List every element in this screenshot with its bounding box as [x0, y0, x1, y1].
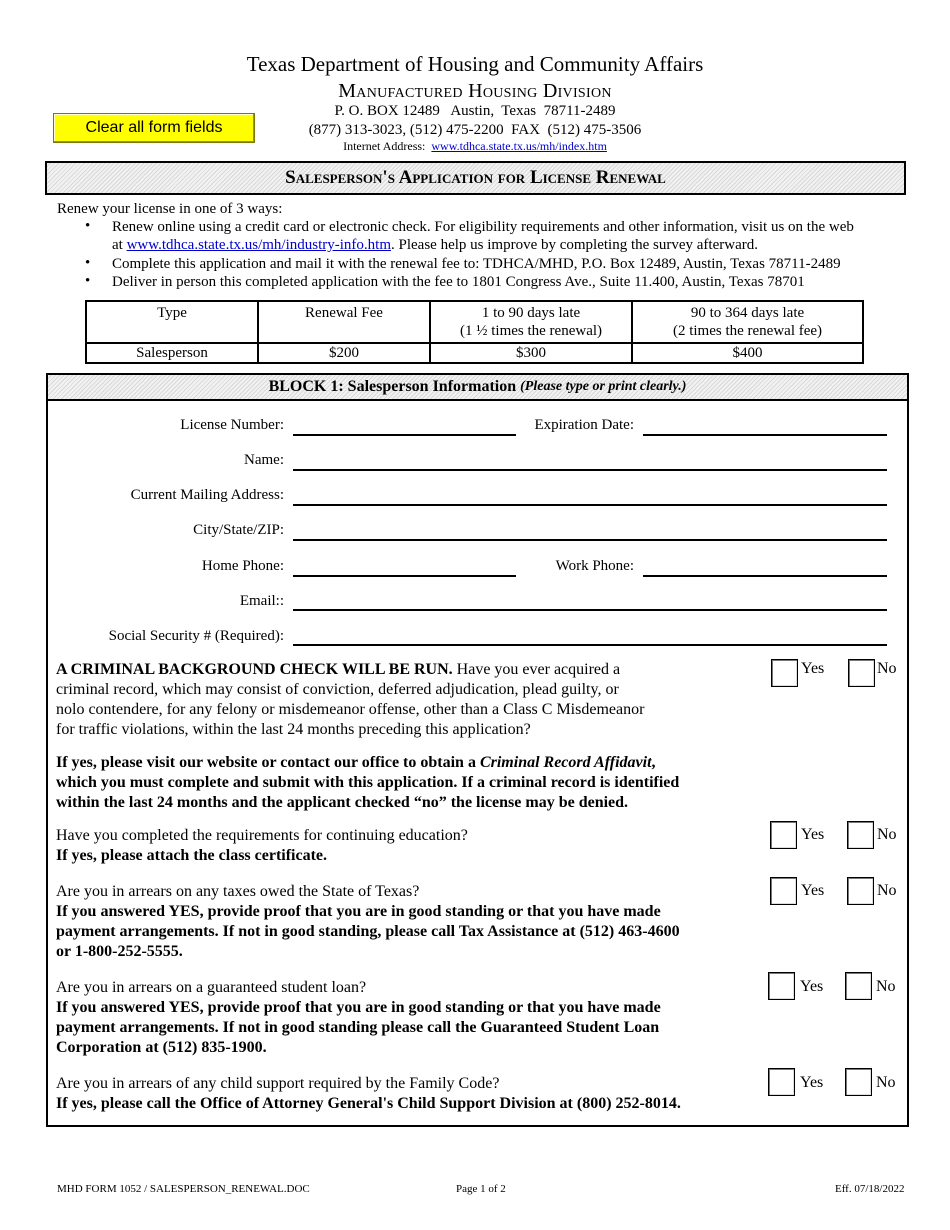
fee-header-late-90: 1 to 90 days late (1 ½ times the renewal): [430, 301, 632, 343]
name-field[interactable]: [293, 469, 887, 471]
mailing-address-field[interactable]: [293, 504, 887, 506]
loan-no-checkbox[interactable]: [845, 972, 872, 1000]
name-label: Name:: [244, 452, 284, 468]
bullet-online-post: . Please help us improve by completing the survey afterward.: [391, 237, 758, 253]
criminal-yes-checkbox[interactable]: [771, 659, 798, 687]
email-label: Email::: [239, 593, 284, 609]
bullet-mail: Complete this application and mail it with the renewal fee to: TDHCA/MHD, P.O. Box 12489, Austin, Texas 78711-2489: [112, 256, 841, 272]
fee-table-header-row: [86, 301, 863, 343]
affidavit-note: If yes, please visit our website or contact our office to obtain a Criminal Record Affidavit, which you must complete and submit with this application. If a criminal record is identified within the last 24 months and the applicant checked “no” the license may be denied.: [56, 754, 680, 811]
criminal-no-label: No: [877, 660, 897, 677]
intro-lead: Renew your license in one of 3 ways:: [57, 201, 283, 217]
bullet-online-line2: [112, 236, 758, 254]
bullet-icon: •: [85, 273, 91, 289]
bullet-online-line1: Renew online using a credit card or electronic check. For eligibility requirements and other information, visit us on the web: [112, 219, 854, 235]
work-phone-field[interactable]: [643, 575, 887, 577]
block1-note: (Please type or print clearly.): [520, 379, 687, 394]
child-yes-checkbox[interactable]: [768, 1068, 795, 1096]
fee-table: [85, 300, 864, 364]
loan-yes-label: Yes: [800, 978, 824, 995]
home-phone-label: Home Phone:: [201, 558, 284, 574]
internet-label: Internet Address:: [343, 139, 426, 153]
ce-yes-checkbox[interactable]: [770, 821, 797, 849]
work-phone-label: Work Phone:: [555, 558, 634, 574]
ssn-field[interactable]: [293, 644, 887, 646]
tax-question: Are you in arrears on any taxes owed the State of Texas? If you answered YES, provide proof that you are in good standing or that you have made payment arrangements. If not in good standing, please call Tax Assistance at (512) 463-4600 or 1-800-252-5555.: [56, 883, 680, 960]
ce-no-checkbox[interactable]: [847, 821, 874, 849]
fee-cell-type: Salesperson: [86, 343, 258, 363]
tax-yes-label: Yes: [801, 882, 825, 899]
ce-yes-label: Yes: [801, 826, 825, 843]
form-title: Salesperson's Application for License Renewal: [45, 161, 906, 195]
ssn-label: Social Security # (Required):: [108, 628, 284, 644]
phone-numbers: (877) 313-3023, (512) 475-2200 FAX (512) 475-3506: [308, 122, 642, 138]
child-no-label: No: [876, 1074, 896, 1091]
division-name: Manufactured Housing Division: [338, 80, 612, 102]
clear-form-button[interactable]: Clear all form fields: [53, 113, 255, 143]
home-phone-field[interactable]: [293, 575, 516, 577]
loan-no-label: No: [876, 978, 896, 995]
child-no-checkbox[interactable]: [845, 1068, 872, 1096]
criminal-question: A CRIMINAL BACKGROUND CHECK WILL BE RUN. Have you ever acquired a criminal record, which may consist of conviction, deferred adjudication, plead guilty, or nolo contendere, for any felony or misdemeanor offense, other than a Class C Misdemeanor for traffic violations, within the last 24 months preceding this application?: [56, 661, 645, 738]
bullet-online-pre: at: [112, 237, 127, 253]
fee-cell-renewal: $200: [258, 343, 430, 363]
license-number-label: License Number:: [180, 417, 284, 433]
mailing-address-label: Current Mailing Address:: [130, 487, 284, 503]
ce-no-label: No: [877, 826, 897, 843]
city-state-zip-label: City/State/ZIP:: [193, 522, 284, 538]
expiration-date-field[interactable]: [643, 434, 887, 436]
fee-cell-late-90: $300: [430, 343, 632, 363]
email-field[interactable]: [293, 609, 887, 611]
page-number: Page 1 of 2: [456, 1183, 506, 1195]
internet-link[interactable]: www.tdhca.state.tx.us/mh/index.htm: [431, 139, 607, 153]
criminal-yes-label: Yes: [801, 660, 825, 677]
industry-info-link[interactable]: www.tdhca.state.tx.us/mh/industry-info.htm: [126, 237, 391, 253]
license-number-field[interactable]: [293, 434, 516, 436]
block1-header: [48, 375, 907, 401]
effective-date: Eff. 07/18/2022: [835, 1183, 905, 1195]
bullet-icon: •: [85, 218, 91, 234]
block1-title: BLOCK 1: Salesperson Information: [268, 378, 517, 395]
loan-question: Are you in arrears on a guaranteed student loan? If you answered YES, provide proof that you are in good standing or that you have made payment arrangements. If not in good standing please call the Guaranteed Student Loan Corporation at (512) 835-1900.: [56, 979, 661, 1056]
tax-yes-checkbox[interactable]: [770, 877, 797, 905]
bullet-icon: •: [85, 255, 91, 271]
mailing-address: P. O. BOX 12489 Austin, Texas 78711-2489: [334, 103, 616, 119]
fee-cell-late-364: $400: [632, 343, 863, 363]
criminal-no-checkbox[interactable]: [848, 659, 875, 687]
fee-header-late-364: 90 to 364 days late (2 times the renewal fee): [632, 301, 863, 343]
ce-question: Have you completed the requirements for continuing education? If yes, please attach the class certificate.: [56, 827, 468, 864]
bullet-in-person: Deliver in person this completed application with the fee to 1801 Congress Ave., Suite 11.400, Austin, Texas 78701: [112, 274, 805, 290]
fee-table-row: [86, 343, 863, 363]
child-support-question: Are you in arrears of any child support required by the Family Code? If yes, please call the Office of Attorney General's Child Support Division at (800) 252-8014.: [56, 1075, 681, 1112]
agency-name: Texas Department of Housing and Community Affairs: [246, 52, 704, 76]
form-id: MHD FORM 1052 / SALESPERSON_RENEWAL.DOC: [57, 1183, 310, 1195]
city-state-zip-field[interactable]: [293, 539, 887, 541]
fee-header-renewal: Renewal Fee: [258, 301, 430, 343]
fee-header-type: Type: [86, 301, 258, 343]
loan-yes-checkbox[interactable]: [768, 972, 795, 1000]
expiration-date-label: Expiration Date:: [534, 417, 634, 433]
child-yes-label: Yes: [800, 1074, 824, 1091]
tax-no-label: No: [877, 882, 897, 899]
tax-no-checkbox[interactable]: [847, 877, 874, 905]
